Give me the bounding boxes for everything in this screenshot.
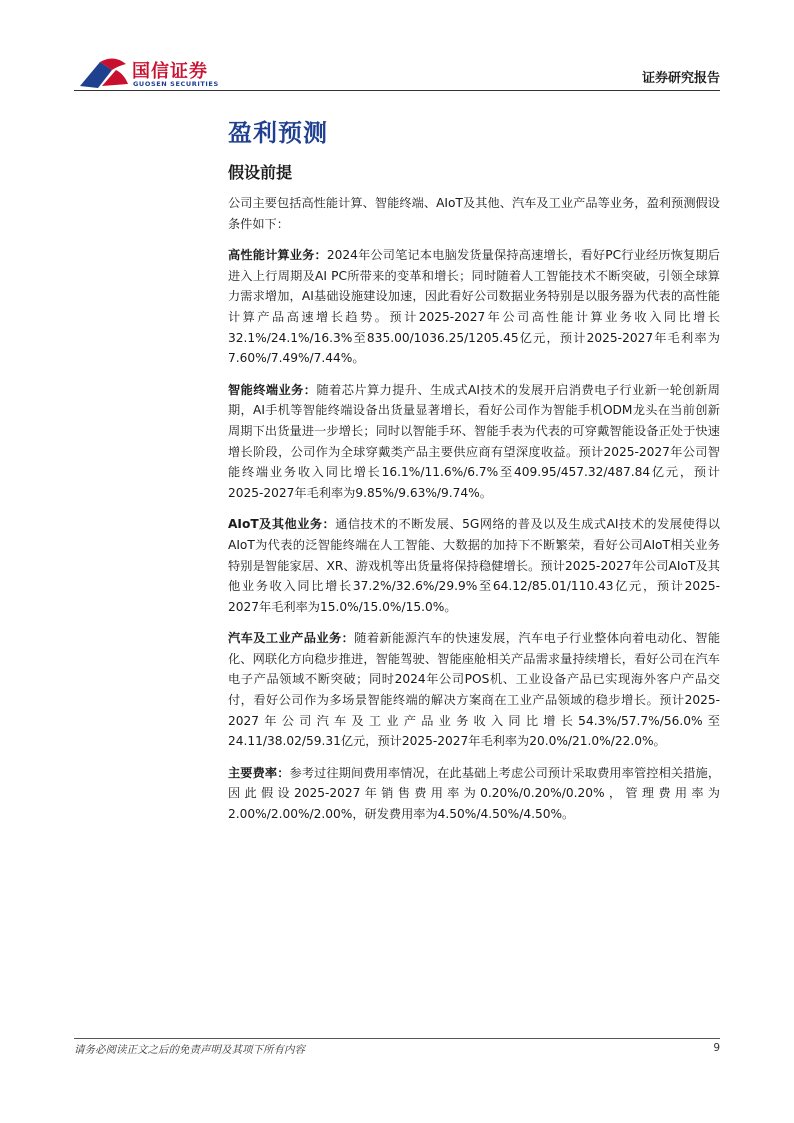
paragraph-text: 公司主要包括高性能计算、智能终端、AIoT及其他、汽车及工业产品等业务，盈利预测假设条件如下： <box>228 196 720 231</box>
section-subtitle: 假设前提 <box>228 163 293 182</box>
page-header <box>0 0 794 96</box>
paragraph-lead: AIoT及其他业务： <box>228 517 336 532</box>
section-title: 盈利预测 <box>228 119 328 147</box>
logo-english-text: GUOSEN SECURITIES <box>133 80 219 88</box>
logo-chinese-text: 国信证券 <box>132 61 208 82</box>
paragraph-text: 随着芯片算力提升、生成式AI技术的发展开启消费电子行业新一轮创新周期，AI手机等智能终端设备出货量显著增长，看好公司作为智能手机ODM龙头在当前创新周期下出货量进一步增长；同时以智能手环、智能手表为代表的可穿戴智能设备正处于快速增长阶段，公司作为全球穿戴类产品主要供应商有望深度收益。预计2025-2027年公司智能终端业务收入同比增长16.1%/11.6%/6.7%至409.95/457.32/487.84亿元，预计2025-2027年毛利率为9.85%/9.63%/9.74%。 <box>228 382 720 500</box>
paragraph-text: 通信技术的不断发展、5G网络的普及以及生成式AI技术的发展使得以AIoT为代表的泛智能终端在人工智能、大数据的加持下不断繁荣，看好公司AIoT相关业务特别是智能家居、XR、游戏机等出货量将保持稳健增长。预计2025-2027年公司AIoT及其他业务收入同比增长37.2%/32.6%/29.9%至64.12/85.01/110.43亿元，预计2025-2027年毛利率为15.0%/15.0%/15.0%。 <box>228 517 720 614</box>
paragraph-lead: 高性能计算业务： <box>228 248 327 263</box>
report-type-label: 证券研究报告 <box>641 71 720 86</box>
company-logo <box>78 56 228 90</box>
header-divider <box>74 90 720 91</box>
paragraph-lead: 智能终端业务： <box>228 382 317 397</box>
page-number: 9 <box>713 1042 720 1054</box>
footer-divider <box>74 1038 720 1039</box>
paragraph-lead: 主要费率： <box>228 765 290 780</box>
paragraph-text: 参考过往期间费用率情况，在此基础上考虑公司预计采取费用率管控相关措施，因此假设2025-2027年销售费用率为0.20%/0.20%/0.20%，管理费用率为2.00%/2.00%/2.00%，研发费用率为4.50%/4.50%/4.50%。 <box>228 765 721 822</box>
paragraph-text: 随着新能源汽车的快速发展，汽车电子行业整体向着电动化、智能化、网联化方向稳步推进，智能驾驶、智能座舱相关产品需求量持续增长，看好公司在汽车电子产品领域不断突破；同时2024年公司POS机、工业设备产品已实现海外客户产品交付，看好公司作为多场景智能终端的解决方案商在工业产品领域的稳步增长。预计2025-2027年公司汽车及工业产品业务收入同比增长54.3%/57.7%/56.0%至24.11/38.02/59.31亿元，预计2025-2027年毛利率为20.0%/21.0%/22.0%。 <box>228 631 721 749</box>
paragraph-text: 2024年公司笔记本电脑发货量保持高速增长，看好PC行业经历恢复期后进入上行周期及AI PC所带来的变革和增长；同时随着人工智能技术不断突破，引领全球算力需求增加，AI基础设施建设加速，因此看好公司数据业务特别是以服务器为代表的高性能计算产品高速增长趋势。预计2025-2027年公司高性能计算业务收入同比增长32.1%/24.1%/16.3%至835.00/1036.25/1205.45亿元，预计2025-2027年毛利率为7.60%/7.49%/7.44%。 <box>228 248 720 366</box>
guosen-logo-icon <box>78 56 130 90</box>
body-content <box>228 193 720 836</box>
paragraph-smart-terminal <box>228 380 720 504</box>
paragraph-aiot <box>228 514 720 617</box>
paragraph-expense-ratios <box>228 763 720 825</box>
paragraph-lead: 汽车及工业产品业务： <box>228 631 355 646</box>
paragraph-intro <box>228 193 720 234</box>
paragraph-hpc <box>228 245 720 369</box>
footer-disclaimer: 请务必阅读正文之后的免责声明及其项下所有内容 <box>74 1044 305 1056</box>
paragraph-auto-industrial <box>228 628 720 752</box>
